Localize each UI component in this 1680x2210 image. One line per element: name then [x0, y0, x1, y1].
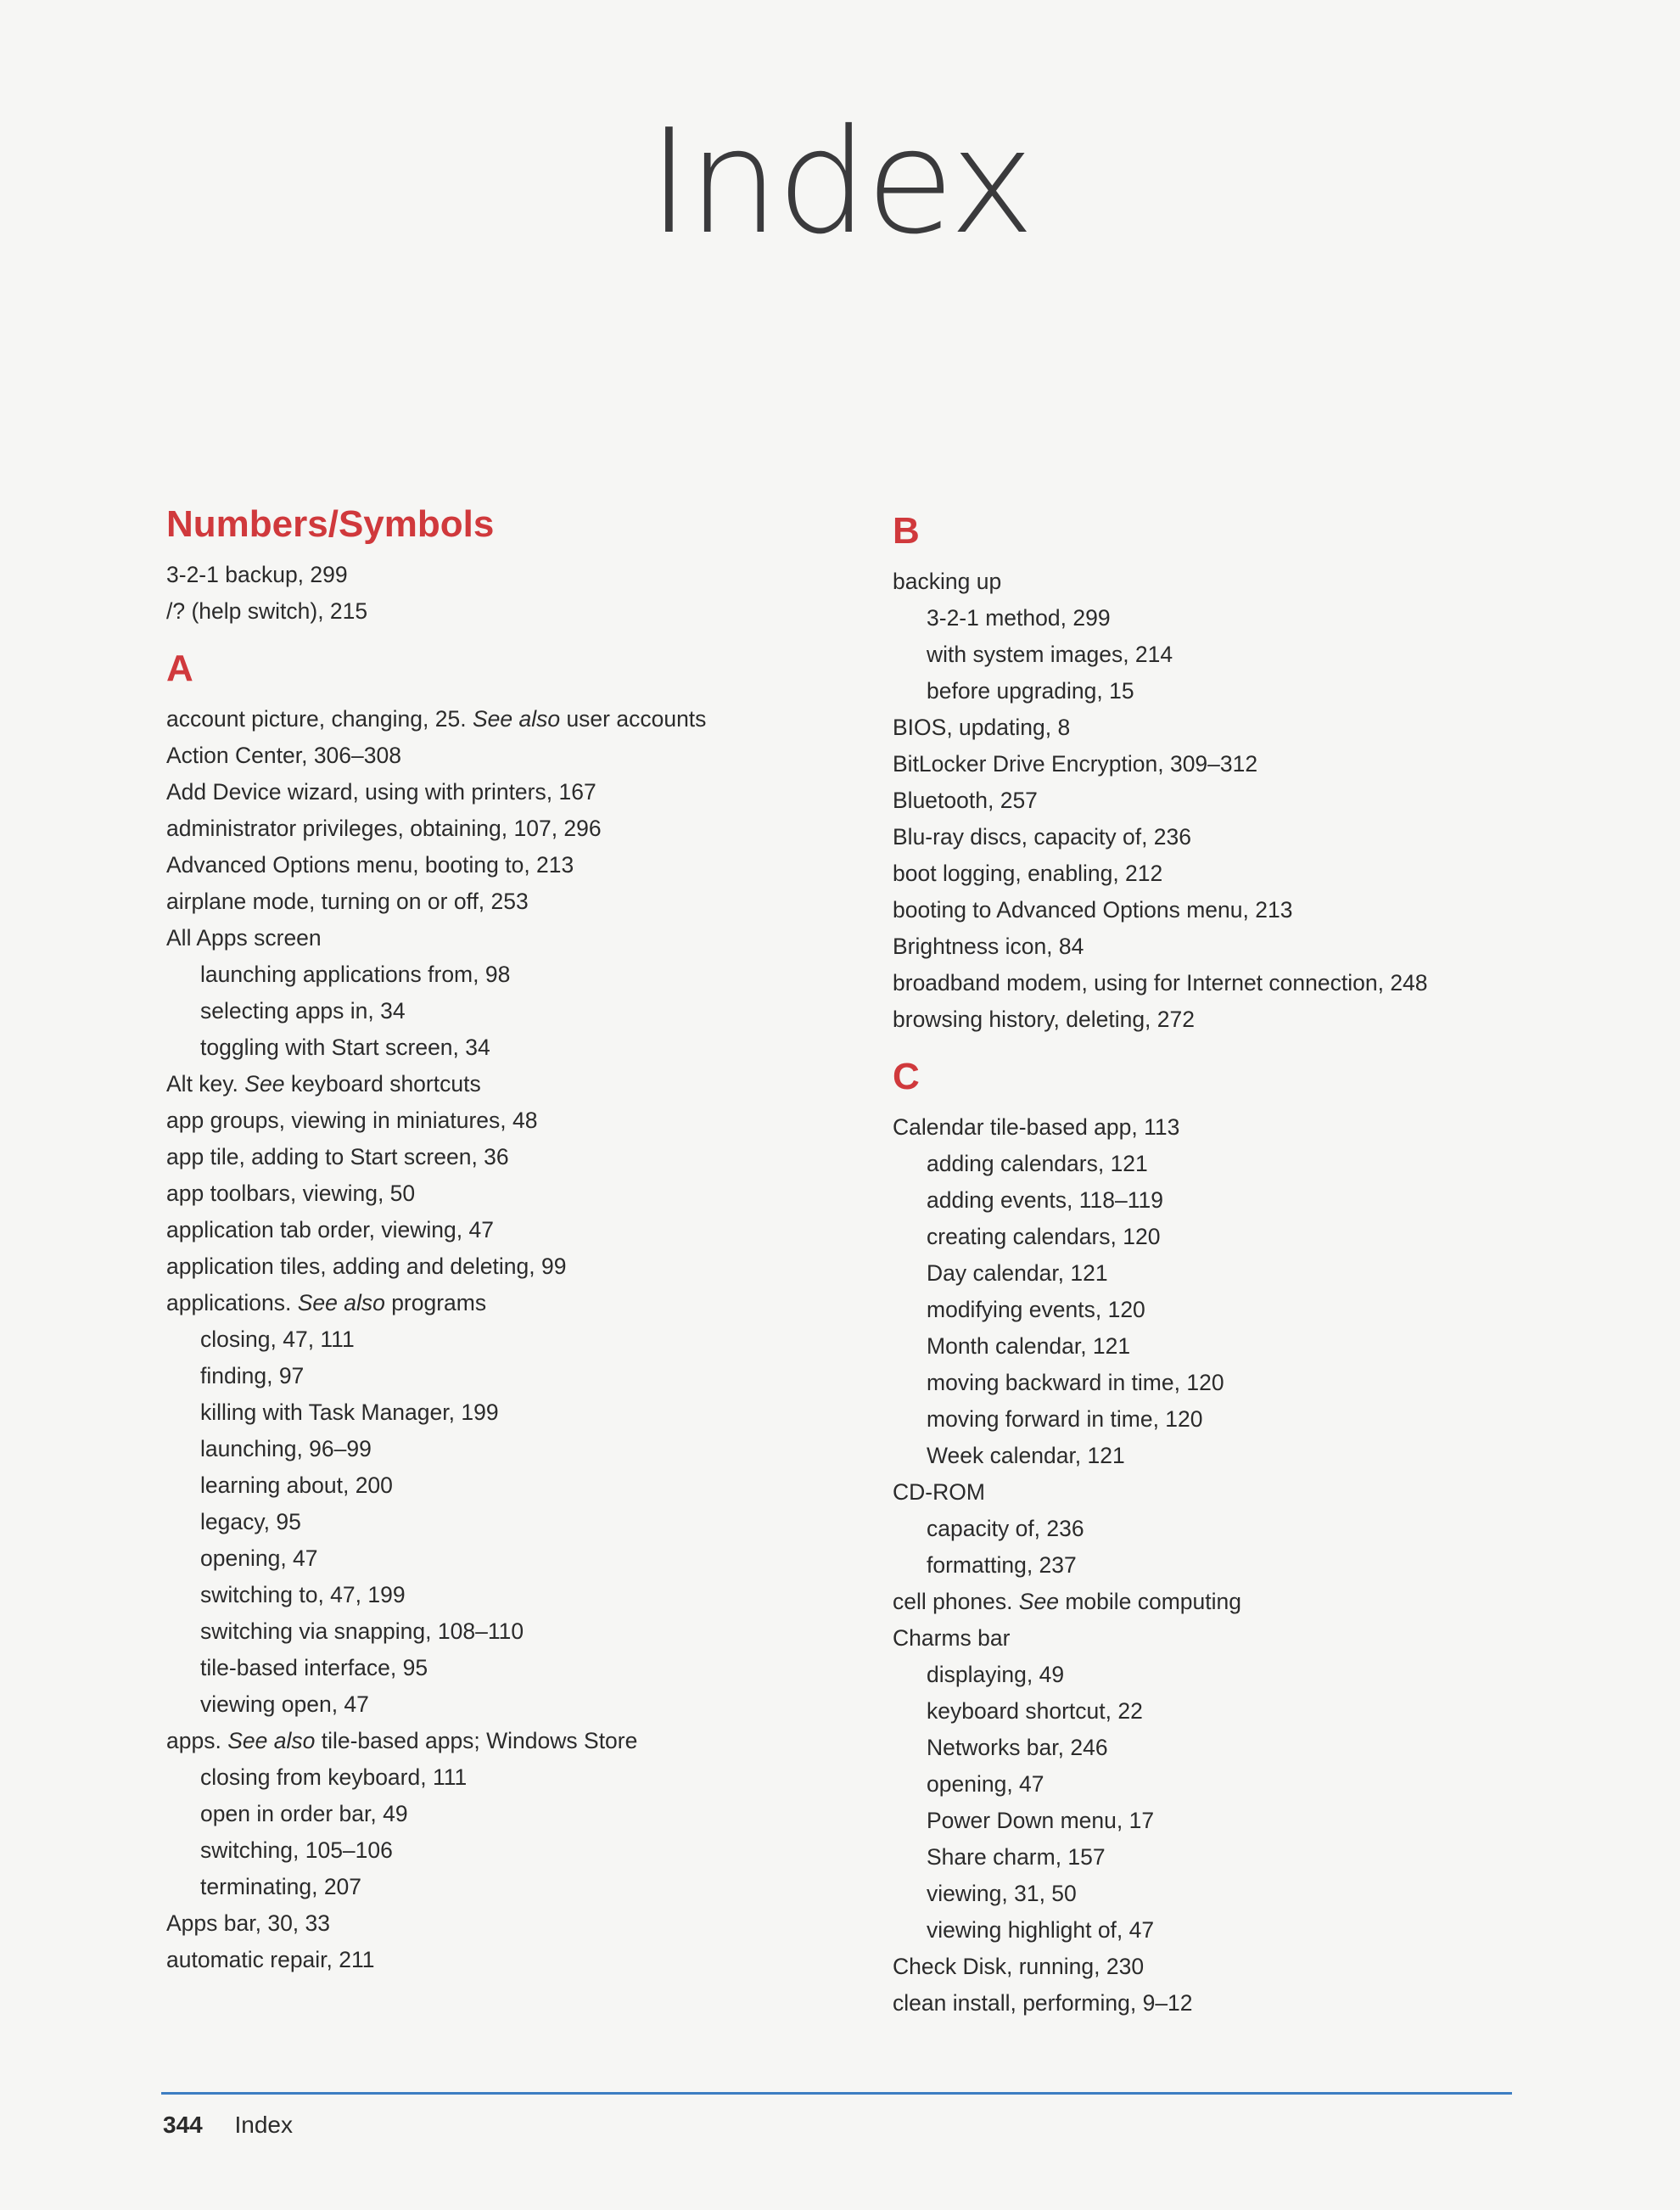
entry-text: Alt key. [166, 1071, 245, 1097]
index-entry [166, 1248, 896, 1285]
index-entry [893, 928, 1622, 965]
entry-text: backing up [893, 569, 1002, 594]
index-subentry [166, 1869, 896, 1905]
entry-text: Action Center, 306–308 [166, 743, 401, 768]
entry-text: launching, 96–99 [200, 1436, 372, 1461]
index-entry [893, 1474, 1622, 1511]
entry-text: Add Device wizard, using with printers, 167 [166, 779, 596, 805]
index-subentry [166, 1504, 896, 1540]
index-column-left [166, 501, 896, 1994]
index-entry [893, 1584, 1622, 1620]
entry-text: booting to Advanced Options menu, 213 [893, 897, 1293, 923]
index-subentry [893, 1547, 1622, 1584]
entry-text: Brightness icon, 84 [893, 934, 1084, 959]
index-entry [893, 782, 1622, 819]
entry-text: CD-ROM [893, 1479, 985, 1505]
index-subentry [893, 1182, 1622, 1219]
index-entry [166, 1066, 896, 1102]
entry-text: BitLocker Drive Encryption, 309–312 [893, 751, 1258, 777]
entry-text: adding events, 118–119 [927, 1187, 1163, 1213]
entry-text: Check Disk, running, 230 [893, 1954, 1145, 1979]
section-heading: Numbers/Symbols [166, 503, 495, 545]
entry-text: applications. [166, 1290, 298, 1315]
index-entry [893, 1620, 1622, 1657]
index-column-right [893, 508, 1622, 2037]
cross-reference-label: See [244, 1071, 285, 1097]
entry-text: tile-based interface, 95 [200, 1655, 428, 1680]
index-entry [893, 819, 1622, 855]
entry-text: opening, 47 [927, 1771, 1044, 1797]
entry-text: switching to, 47, 199 [200, 1582, 406, 1607]
entry-text: closing from keyboard, 111 [200, 1764, 468, 1790]
index-subentry [893, 1328, 1622, 1365]
entry-text: Power Down menu, 17 [927, 1808, 1155, 1833]
entry-text: app toolbars, viewing, 50 [166, 1181, 416, 1206]
index-subentry [893, 1292, 1622, 1328]
index-entry [166, 1942, 896, 1978]
entry-text: keyboard shortcut, 22 [927, 1698, 1143, 1724]
entry-text: All Apps screen [166, 925, 322, 951]
index-subentry [893, 1839, 1622, 1876]
index-entry [166, 920, 896, 956]
index-subentry [893, 600, 1622, 637]
entry-text: viewing open, 47 [200, 1691, 369, 1717]
cross-reference-label: See also [472, 706, 561, 732]
index-subentry [166, 1832, 896, 1869]
entry-text: with system images, 214 [927, 642, 1173, 667]
index-subentry [893, 1803, 1622, 1839]
entry-text: Blu-ray discs, capacity of, 236 [893, 824, 1192, 850]
index-subentry [893, 1219, 1622, 1255]
index-entry [166, 557, 896, 593]
cross-reference-label: See [1018, 1589, 1059, 1614]
section-heading: A [166, 648, 193, 689]
index-entry [893, 965, 1622, 1001]
entry-text: adding calendars, 121 [927, 1151, 1148, 1176]
entry-text: legacy, 95 [200, 1509, 301, 1534]
entry-text: open in order bar, 49 [200, 1801, 408, 1826]
index-subentry [893, 1401, 1622, 1438]
entry-text: moving backward in time, 120 [927, 1370, 1224, 1395]
entry-text: toggling with Start screen, 34 [200, 1035, 490, 1060]
index-entry [166, 774, 896, 811]
entry-text: BIOS, updating, 8 [893, 715, 1071, 740]
index-entry [166, 738, 896, 774]
entry-text: 3-2-1 backup, 299 [166, 562, 348, 587]
index-section [166, 645, 896, 1978]
index-subentry [166, 1321, 896, 1358]
entry-text: /? (help switch), 215 [166, 598, 368, 624]
entry-text: clean install, performing, 9–12 [893, 1990, 1193, 2016]
entry-text: Advanced Options menu, booting to, 213 [166, 852, 574, 878]
index-subentry [166, 1394, 896, 1431]
index-subentry [166, 956, 896, 993]
section-heading: C [893, 1056, 920, 1097]
entry-text: Charms bar [893, 1625, 1011, 1651]
index-entry [893, 855, 1622, 892]
index-entry [893, 746, 1622, 782]
section-heading: B [893, 510, 920, 552]
index-entry [166, 1212, 896, 1248]
page-title: Index [647, 98, 1033, 266]
index-subentry [166, 1796, 896, 1832]
index-entry [166, 593, 896, 630]
entry-text: displaying, 49 [927, 1662, 1065, 1687]
entry-text: before upgrading, 15 [927, 678, 1134, 704]
entry-text: Share charm, 157 [927, 1844, 1106, 1870]
index-entry [166, 1285, 896, 1321]
page-footer [163, 2112, 293, 2139]
entry-text: Day calendar, 121 [927, 1260, 1108, 1286]
entry-text: capacity of, 236 [927, 1516, 1084, 1541]
index-subentry [166, 1029, 896, 1066]
index-subentry [893, 1876, 1622, 1912]
entry-text: Networks bar, 246 [927, 1735, 1108, 1760]
entry-text: app groups, viewing in miniatures, 48 [166, 1108, 538, 1133]
index-entry [893, 1109, 1622, 1146]
entry-text: Month calendar, 121 [927, 1333, 1131, 1359]
entry-text: switching via snapping, 108–110 [200, 1618, 524, 1644]
footer-divider [161, 2092, 1512, 2095]
cross-reference-target: tile-based apps; Windows Store [315, 1728, 638, 1753]
index-entry [166, 1723, 896, 1759]
index-entry [166, 1905, 896, 1942]
index-entry [166, 1102, 896, 1139]
index-subentry [166, 1577, 896, 1613]
index-entry [893, 710, 1622, 746]
index-entry [166, 883, 896, 920]
cross-reference-target: programs [384, 1290, 487, 1315]
index-subentry [166, 1650, 896, 1686]
index-subentry [166, 1686, 896, 1723]
cross-reference-label: See also [297, 1290, 385, 1315]
cross-reference-target: mobile computing [1058, 1589, 1242, 1614]
entry-text: finding, 97 [200, 1363, 305, 1388]
entry-text: account picture, changing, 25. [166, 706, 473, 732]
entry-text: 3-2-1 method, 299 [927, 605, 1111, 631]
entry-text: closing, 47, 111 [200, 1327, 355, 1352]
index-subentry [893, 1438, 1622, 1474]
cross-reference-target: user accounts [560, 706, 707, 732]
index-subentry [166, 993, 896, 1029]
entry-text: application tab order, viewing, 47 [166, 1217, 494, 1242]
entry-text: apps. [166, 1728, 228, 1753]
index-subentry [166, 1467, 896, 1504]
entry-text: killing with Task Manager, 199 [200, 1399, 499, 1425]
index-subentry [893, 1912, 1622, 1949]
index-subentry [893, 1146, 1622, 1182]
index-subentry [893, 637, 1622, 673]
entry-text: browsing history, deleting, 272 [893, 1007, 1195, 1032]
page-number: 344 [163, 2112, 203, 2138]
cross-reference-target: keyboard shortcuts [284, 1071, 481, 1097]
entry-text: creating calendars, 120 [927, 1224, 1161, 1249]
entry-text: broadband modem, using for Internet connection, 248 [893, 970, 1428, 996]
index-subentry [893, 1511, 1622, 1547]
index-subentry [166, 1431, 896, 1467]
index-section [893, 1053, 1622, 2022]
entry-text: Week calendar, 121 [927, 1443, 1125, 1468]
entry-text: launching applications from, 98 [200, 962, 511, 987]
index-subentry [893, 1657, 1622, 1693]
index-entry [166, 1139, 896, 1175]
cross-reference-label: See also [227, 1728, 316, 1753]
index-entry [166, 701, 896, 738]
entry-text: app tile, adding to Start screen, 36 [166, 1144, 509, 1170]
index-subentry [166, 1613, 896, 1650]
index-entry [893, 1985, 1622, 2022]
index-entry [893, 564, 1622, 600]
index-entry [166, 847, 896, 883]
entry-text: formatting, 237 [927, 1552, 1077, 1578]
index-section [893, 508, 1622, 1038]
index-subentry [893, 1693, 1622, 1730]
entry-text: administrator privileges, obtaining, 107, 296 [166, 816, 602, 841]
index-subentry [893, 1255, 1622, 1292]
index-section [166, 501, 896, 630]
entry-text: opening, 47 [200, 1545, 318, 1571]
entry-text: viewing, 31, 50 [927, 1881, 1077, 1906]
index-subentry [893, 1730, 1622, 1766]
entry-text: Apps bar, 30, 33 [166, 1910, 331, 1936]
entry-text: viewing highlight of, 47 [927, 1917, 1155, 1943]
entry-text: boot logging, enabling, 212 [893, 861, 1163, 886]
index-entry [166, 811, 896, 847]
entry-text: cell phones. [893, 1589, 1019, 1614]
index-subentry [166, 1759, 896, 1796]
index-subentry [166, 1358, 896, 1394]
entry-text: Bluetooth, 257 [893, 788, 1038, 813]
entry-text: terminating, 207 [200, 1874, 362, 1899]
entry-text: learning about, 200 [200, 1472, 393, 1498]
index-subentry [893, 673, 1622, 710]
entry-text: automatic repair, 211 [166, 1947, 375, 1972]
entry-text: Calendar tile-based app, 113 [893, 1114, 1180, 1140]
entry-text: modifying events, 120 [927, 1297, 1145, 1322]
entry-text: application tiles, adding and deleting, 99 [166, 1254, 567, 1279]
index-entry [893, 1949, 1622, 1985]
footer-section-label: Index [234, 2112, 293, 2138]
entry-text: moving forward in time, 120 [927, 1406, 1203, 1432]
index-subentry [166, 1540, 896, 1577]
entry-text: airplane mode, turning on or off, 253 [166, 889, 529, 914]
index-entry [893, 1001, 1622, 1038]
index-subentry [893, 1365, 1622, 1401]
index-subentry [893, 1766, 1622, 1803]
index-entry [893, 892, 1622, 928]
entry-text: selecting apps in, 34 [200, 998, 406, 1024]
entry-text: switching, 105–106 [200, 1837, 393, 1863]
index-entry [166, 1175, 896, 1212]
